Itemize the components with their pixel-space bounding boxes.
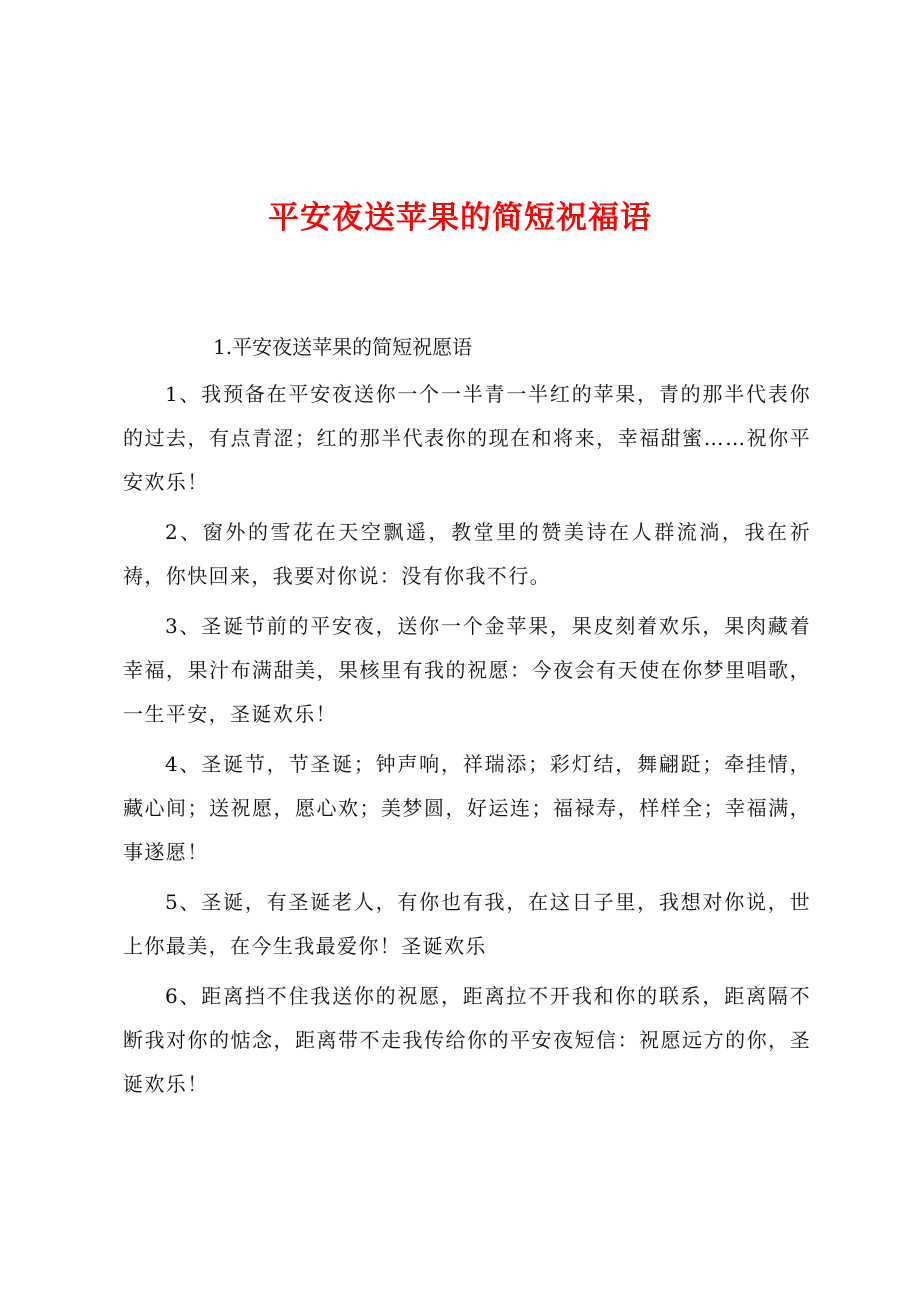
section-heading: 1.平安夜送苹果的简短祝愿语 bbox=[213, 335, 473, 359]
document-body bbox=[123, 372, 811, 1112]
paragraph-6: 6、距离挡不住我送你的祝愿，距离拉不开我和你的联系，距离隔不断我对你的惦念，距离带不走我传给你的平安夜短信：祝愿远方的你，圣诞欢乐！ bbox=[123, 984, 811, 1096]
paragraph-1: 1、我预备在平安夜送你一个一半青一半红的苹果，青的那半代表你的过去，有点青涩；红的那半代表你的现在和将来，幸福甜蜜……祝你平安欢乐！ bbox=[123, 382, 811, 494]
paragraph-2: 2、窗外的雪花在天空飘遥，教堂里的赞美诗在人群流淌，我在祈祷，你快回来，我要对你说：没有你我不行。 bbox=[123, 520, 811, 588]
paragraph-5: 5、圣诞，有圣诞老人，有你也有我，在这日子里，我想对你说，世上你最美，在今生我最爱你！圣诞欢乐 bbox=[123, 890, 811, 958]
paragraph-3: 3、圣诞节前的平安夜，送你一个金苹果，果皮刻着欢乐，果肉藏着幸福，果汁布满甜美，果核里有我的祝愿：今夜会有天使在你梦里唱歌，一生平安，圣诞欢乐！ bbox=[123, 614, 811, 726]
paragraph-4: 4、圣诞节，节圣诞；钟声响，祥瑞添；彩灯结，舞翩跹；牵挂情，藏心间；送祝愿，愿心欢；美梦圆，好运连；福禄寿，样样全；幸福满，事遂愿！ bbox=[123, 752, 811, 864]
document-title: 平安夜送苹果的简短祝福语 bbox=[268, 200, 652, 236]
